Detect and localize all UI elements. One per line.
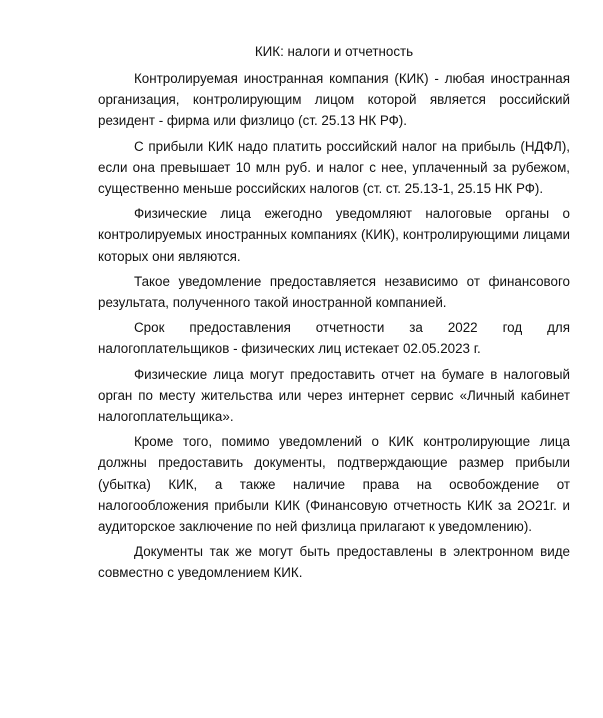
paragraph-supporting-documents: Кроме того, помимо уведомлений о КИК контролирующие лица должны предоставить документы, подтверждающие размер прибыли (убытка) КИК, а также наличие права на освобождение от налогообложения прибыли КИК (Финансовую отчетность КИК за 2O21г. и аудиторское заключение по ней физлица прилагают к уведомлению).: [98, 434, 570, 535]
paragraph-deadline: Срок предоставления отчетности за 2022 год для налогоплательщиков - физических лиц истекает 02.05.2023 г.: [98, 320, 570, 357]
paragraph-kik-definition: Контролируемая иностранная компания (КИК) - любая иностранная организация, контролирующим лицом которой является российский резидент - фирма или физлицо (ст. 25.13 НК РФ).: [98, 71, 570, 129]
paragraph-notification: Физические лица ежегодно уведомляют налоговые органы о контролируемых иностранных компаниях (КИК), контролирующими лицами которых они являются.: [98, 206, 570, 264]
paragraph-profit-tax: С прибыли КИК надо платить российский налог на прибыль (НДФЛ), если она превышает 10 млн руб. и налог с нее, уплаченный за рубежом, существенно меньше российских налогов (ст. ст. 25.13-1, 25.15 НК РФ).: [98, 138, 570, 197]
paragraph-submission-methods: Физические лица могут предоставить отчет на бумаге в налоговый орган по месту жительства или через интернет сервис «Личный кабинет налогоплательщика».: [98, 366, 570, 425]
document-body: [98, 41, 570, 588]
paragraph-independent-result: Такое уведомление предоставляется независимо от финансового результата, полученного такой иностранной компанией.: [98, 273, 570, 311]
document-title: КИК: налоги и отчетность: [254, 44, 414, 59]
paragraph-electronic-submission: Документы так же могут быть предоставлены в электронном виде совместно с уведомлением КИК.: [98, 544, 570, 581]
